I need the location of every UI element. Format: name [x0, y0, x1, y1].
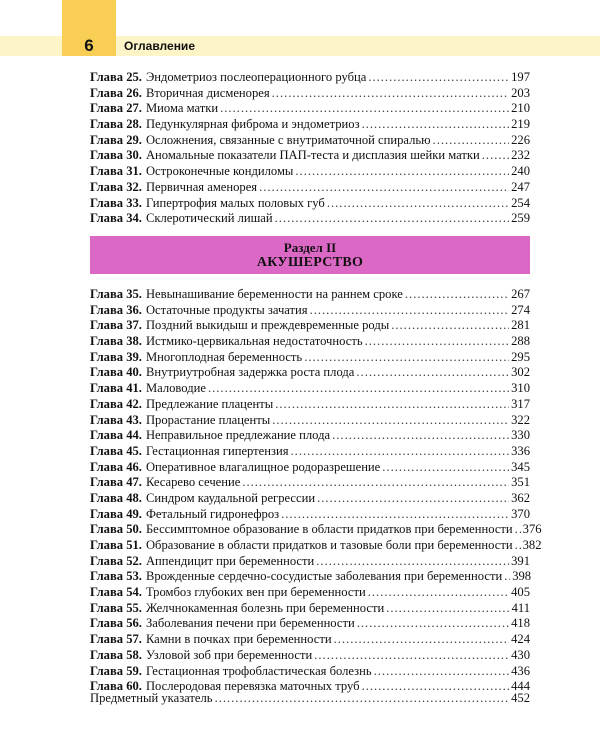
chapter-number: Глава 26. — [90, 85, 142, 100]
chapter-title: Поздний выкидыш и преждевременные роды — [145, 318, 390, 333]
chapter-title: Осложнения, связанные с внутриматочной спиралью — [145, 132, 431, 147]
dot-leader — [334, 632, 510, 648]
toc-row[interactable] — [90, 101, 530, 117]
chapter-number: Глава 27. — [90, 101, 142, 116]
chapter-number: Глава 59. — [90, 663, 142, 678]
toc-row[interactable] — [90, 413, 530, 429]
toc-row[interactable] — [90, 148, 530, 164]
dot-leader — [391, 318, 509, 334]
toc-row-index[interactable] — [90, 691, 530, 707]
toc-row[interactable] — [90, 334, 530, 350]
dot-leader — [332, 428, 509, 444]
chapter-page: 444 — [511, 679, 530, 694]
chapter-number: Глава 32. — [90, 179, 142, 194]
chapter-title: Камни в почках при беременности — [145, 632, 332, 647]
toc-row[interactable] — [90, 287, 530, 303]
chapter-title: Вторичная дисменорея — [145, 85, 270, 100]
chapter-number: Глава 47. — [90, 475, 142, 490]
dot-leader — [295, 164, 509, 180]
dot-leader — [316, 554, 509, 570]
toc-row[interactable] — [90, 70, 530, 86]
dot-leader — [368, 70, 509, 86]
chapter-title: Прорастание плаценты — [145, 412, 271, 427]
chapter-page: 411 — [511, 600, 530, 615]
dot-leader — [310, 303, 510, 319]
chapter-number: Глава 48. — [90, 490, 142, 505]
page-number: 6 — [84, 36, 94, 55]
chapter-page: 317 — [511, 396, 530, 411]
chapter-number: Глава 41. — [90, 381, 142, 396]
toc-row[interactable] — [90, 554, 530, 570]
chapter-title: Остроконечные кондиломы — [145, 164, 294, 179]
chapter-title: Многоплодная беременность — [145, 349, 303, 364]
chapter-page: 274 — [511, 302, 530, 317]
chapter-title: Предлежание плаценты — [145, 396, 274, 411]
toc-row[interactable] — [90, 664, 530, 680]
toc-row[interactable] — [90, 616, 530, 632]
dot-leader — [220, 101, 509, 117]
chapter-page: 370 — [511, 506, 530, 521]
dot-leader — [275, 211, 509, 227]
chapter-page: 398 — [512, 569, 532, 584]
dot-leader — [405, 287, 509, 303]
toc-row[interactable] — [90, 444, 530, 460]
chapter-number: Глава 33. — [90, 195, 142, 210]
chapter-page: 345 — [511, 459, 530, 474]
chapter-title: Кесарево сечение — [145, 475, 241, 490]
chapter-number: Глава 36. — [90, 302, 142, 317]
chapter-page: 382 — [522, 538, 542, 552]
toc-row[interactable] — [90, 303, 530, 319]
dot-leader — [433, 133, 510, 149]
chapter-page: 247 — [511, 179, 530, 194]
toc-row[interactable] — [90, 491, 530, 507]
toc-row[interactable] — [90, 632, 530, 648]
chapter-page: 254 — [511, 195, 530, 210]
chapter-page: 197 — [511, 70, 530, 84]
chapter-title: Желчнокаменная болезнь при беременности — [145, 600, 385, 615]
chapter-title: Гестационная трофобластическая болезнь — [145, 663, 372, 678]
toc-row[interactable] — [90, 475, 530, 491]
chapter-page: 210 — [511, 101, 530, 116]
chapter-title: Бессимптомное образование в области придатков при беременности — [145, 522, 513, 537]
chapter-title: Фетальный гидронефроз — [145, 506, 280, 521]
chapter-page: 219 — [511, 117, 530, 132]
dot-leader — [259, 180, 509, 196]
toc-row[interactable] — [90, 648, 530, 664]
dot-leader — [504, 569, 510, 585]
toc-row[interactable] — [90, 86, 530, 102]
chapter-number: Глава 29. — [90, 132, 142, 147]
index-page: 452 — [511, 691, 530, 705]
chapter-page: 376 — [522, 522, 542, 537]
chapter-page: 288 — [511, 334, 530, 349]
chapter-title: Гипертрофия малых половых губ — [145, 195, 325, 210]
chapter-title: Оперативное влагалищное родоразрешение — [145, 459, 381, 474]
chapter-number: Глава 43. — [90, 412, 142, 427]
chapter-number: Глава 51. — [90, 538, 142, 552]
chapter-title: Аппендицит при беременности — [145, 553, 315, 568]
dot-leader — [357, 616, 509, 632]
chapter-title: Аномальные показатели ПАП-теста и дисплазия шейки матки — [145, 148, 480, 163]
dot-leader — [242, 475, 509, 491]
toc-row[interactable] — [90, 397, 530, 413]
chapter-title: Первичная аменорея — [145, 179, 258, 194]
toc-row[interactable] — [90, 428, 530, 444]
toc-row[interactable] — [90, 381, 530, 397]
chapter-title: Внутриутробная задержка роста плода — [145, 365, 355, 380]
chapter-page: 336 — [511, 443, 530, 458]
chapter-title: Эндометриоз послеоперационного рубца — [145, 70, 367, 84]
chapter-page: 424 — [511, 632, 530, 647]
section-title: АКУШЕРСТВО — [256, 255, 364, 270]
chapter-page: 418 — [511, 616, 530, 631]
toc-row[interactable] — [90, 350, 530, 366]
chapter-page: 240 — [511, 164, 530, 179]
toc-row[interactable] — [90, 569, 530, 585]
toc-row[interactable] — [90, 211, 530, 227]
dot-leader — [365, 334, 510, 350]
toc-row[interactable] — [90, 318, 530, 334]
chapter-number: Глава 60. — [90, 679, 142, 694]
dot-leader — [304, 350, 509, 366]
toc-index-entry — [90, 691, 530, 707]
chapter-number: Глава 58. — [90, 647, 142, 662]
chapter-page: 430 — [511, 647, 530, 662]
chapter-page: 281 — [511, 318, 530, 333]
toc-row[interactable] — [90, 460, 530, 476]
dot-leader — [386, 601, 509, 617]
dot-leader — [314, 648, 509, 664]
toc-row[interactable] — [90, 601, 530, 617]
dot-leader — [362, 117, 510, 133]
toc-row[interactable] — [90, 507, 530, 523]
dot-leader — [515, 522, 521, 538]
chapter-page: 330 — [511, 428, 530, 443]
chapter-number: Глава 52. — [90, 553, 142, 568]
toc-row[interactable] — [90, 117, 530, 133]
chapter-title: Врожденные сердечно-сосудистые заболевания при беременности — [145, 569, 503, 584]
dot-leader — [281, 507, 509, 523]
toc-row[interactable] — [90, 365, 530, 381]
chapter-page: 203 — [511, 85, 530, 100]
chapter-page: 436 — [511, 663, 530, 678]
chapter-page: 232 — [511, 148, 530, 163]
dot-leader — [215, 691, 510, 707]
dot-leader — [272, 413, 509, 429]
index-title: Предметный указатель — [90, 691, 213, 705]
chapter-number: Глава 55. — [90, 600, 142, 615]
dot-leader — [374, 664, 509, 680]
chapter-number: Глава 46. — [90, 459, 142, 474]
chapter-title: Педункулярная фиброма и эндометриоз — [145, 117, 360, 132]
chapter-page: 391 — [511, 553, 530, 568]
toc-row[interactable] — [90, 164, 530, 180]
chapter-number: Глава 56. — [90, 616, 142, 631]
chapter-number: Глава 50. — [90, 522, 142, 537]
toc-list-part2 — [90, 287, 542, 695]
dot-leader — [368, 585, 509, 601]
dot-leader — [515, 538, 521, 554]
dot-leader — [482, 148, 509, 164]
chapter-page: 295 — [511, 349, 530, 364]
running-header-title: Оглавление — [124, 39, 195, 53]
toc-row[interactable] — [90, 522, 542, 538]
chapter-title: Маловодие — [145, 381, 206, 396]
chapter-number: Глава 40. — [90, 365, 142, 380]
chapter-page: 351 — [511, 475, 530, 490]
chapter-number: Глава 28. — [90, 117, 142, 132]
dot-leader — [291, 444, 510, 460]
chapter-title: Синдром каудальной регрессии — [145, 490, 316, 505]
toc-row[interactable] — [90, 585, 530, 601]
chapter-number: Глава 34. — [90, 211, 142, 226]
chapter-title: Узловой зоб при беременности — [145, 647, 313, 662]
toc-row[interactable] — [90, 180, 530, 196]
chapter-number: Глава 53. — [90, 569, 142, 584]
chapter-page: 302 — [511, 365, 530, 380]
chapter-number: Глава 44. — [90, 428, 142, 443]
chapter-page: 267 — [511, 287, 530, 301]
section-label: Раздел II — [283, 240, 337, 255]
section-banner — [90, 236, 530, 274]
toc-row[interactable] — [90, 196, 530, 212]
chapter-number: Глава 37. — [90, 318, 142, 333]
dot-leader — [275, 397, 509, 413]
chapter-page: 310 — [511, 381, 530, 396]
chapter-page: 259 — [511, 211, 530, 226]
toc-row[interactable] — [90, 133, 530, 149]
dot-leader — [356, 365, 509, 381]
chapter-title: Заболевания печени при беременности — [145, 616, 355, 631]
chapter-number: Глава 42. — [90, 396, 142, 411]
chapter-number: Глава 38. — [90, 334, 142, 349]
chapter-page: 405 — [511, 585, 530, 600]
chapter-page: 322 — [511, 412, 530, 427]
toc-list-part1 — [90, 70, 530, 227]
chapter-page: 362 — [511, 490, 530, 505]
chapter-title: Гестационная гипертензия — [145, 443, 289, 458]
chapter-number: Глава 57. — [90, 632, 142, 647]
chapter-number: Глава 31. — [90, 164, 142, 179]
chapter-title: Послеродовая перевязка маточных труб — [145, 679, 360, 694]
chapter-number: Глава 25. — [90, 70, 142, 84]
dot-leader — [327, 196, 509, 212]
chapter-title: Истмико-цервикальная недостаточность — [145, 334, 363, 349]
dot-leader — [208, 381, 509, 397]
toc-row[interactable] — [90, 538, 542, 554]
chapter-title: Неправильное предлежание плода — [145, 428, 331, 443]
chapter-number: Глава 39. — [90, 349, 142, 364]
chapter-number: Глава 54. — [90, 585, 142, 600]
chapter-title: Склеротический лишай — [145, 211, 273, 226]
chapter-number: Глава 30. — [90, 148, 142, 163]
dot-leader — [317, 491, 509, 507]
dot-leader — [272, 86, 509, 102]
chapter-title: Невынашивание беременности на раннем сроке — [145, 287, 403, 301]
chapter-title: Остаточные продукты зачатия — [145, 302, 308, 317]
chapter-number: Глава 45. — [90, 443, 142, 458]
chapter-page: 226 — [511, 132, 530, 147]
dot-leader — [382, 460, 509, 476]
chapter-number: Глава 35. — [90, 287, 142, 301]
chapter-title: Тромбоз глубоких вен при беременности — [145, 585, 366, 600]
chapter-title: Образование в области придатков и тазовые боли при беременности — [145, 538, 513, 552]
chapter-title: Миома матки — [145, 101, 219, 116]
chapter-number: Глава 49. — [90, 506, 142, 521]
